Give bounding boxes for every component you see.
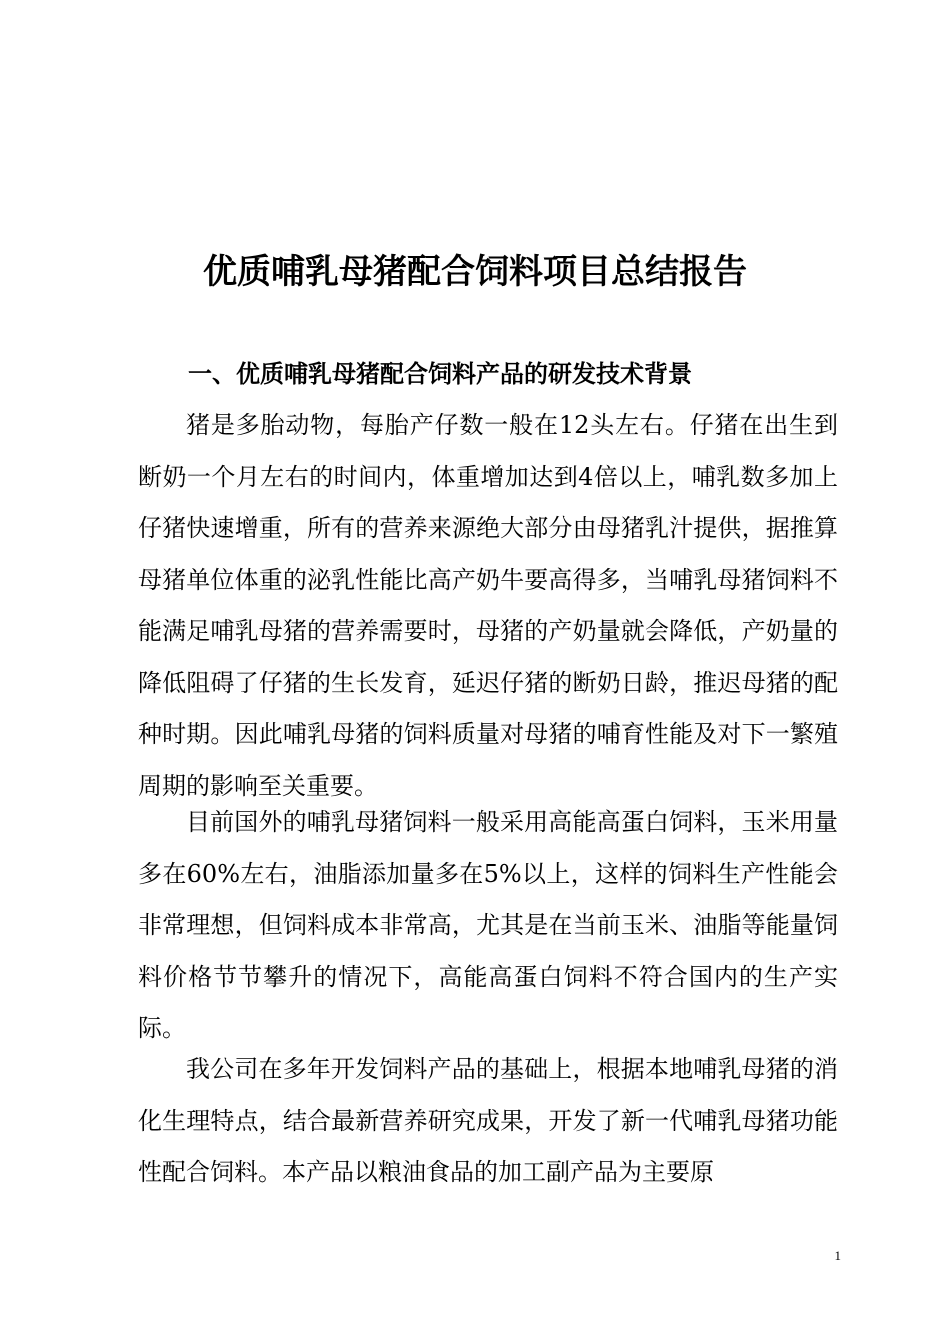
paragraph-background: 猪是多胎动物，每胎产仔数一般在12头左右。仔猪在出生到断奶一个月左右的时间内，体重增加达到4倍以上，哺乳数多加上仔猪快速增重，所有的营养来源绝大部分由母猪乳汁提供，据推算母猪单位体重的泌乳性能比高产奶牛要高得多，当哺乳母猪饲料不能满足哺乳母猪的营养需要时，母猪的产奶量就会降低，产奶量的降低阻碍了仔猪的生长发育，延迟仔猪的断奶日龄，推迟母猪的配种时期。因此哺乳母猪的饲料质量对母猪的哺育性能及对下一繁殖周期的影响至关重要。 — [138, 411, 838, 800]
paragraph-company-product: 我公司在多年开发饲料产品的基础上，根据本地哺乳母猪的消化生理特点，结合最新营养研究成果，开发了新一代哺乳母猪功能性配合饲料。本产品以粮油食品的加工副产品为主要原 — [138, 1055, 838, 1186]
page-number: 1 — [834, 1248, 841, 1263]
section-heading: 一、优质哺乳母猪配合饲料产品的研发技术背景 — [188, 359, 692, 388]
document-title: 优质哺乳母猪配合饲料项目总结报告 — [203, 252, 747, 292]
paragraph-foreign-feed: 目前国外的哺乳母猪饲料一般采用高能高蛋白饲料，玉米用量多在60%左右，油脂添加量多在5%以上，这样的饲料生产性能会非常理想，但饲料成本非常高，尤其是在当前玉米、油脂等能量饲料价格节节攀升的情况下，高能高蛋白饲料不符合国内的生产实际。 — [138, 808, 838, 1042]
